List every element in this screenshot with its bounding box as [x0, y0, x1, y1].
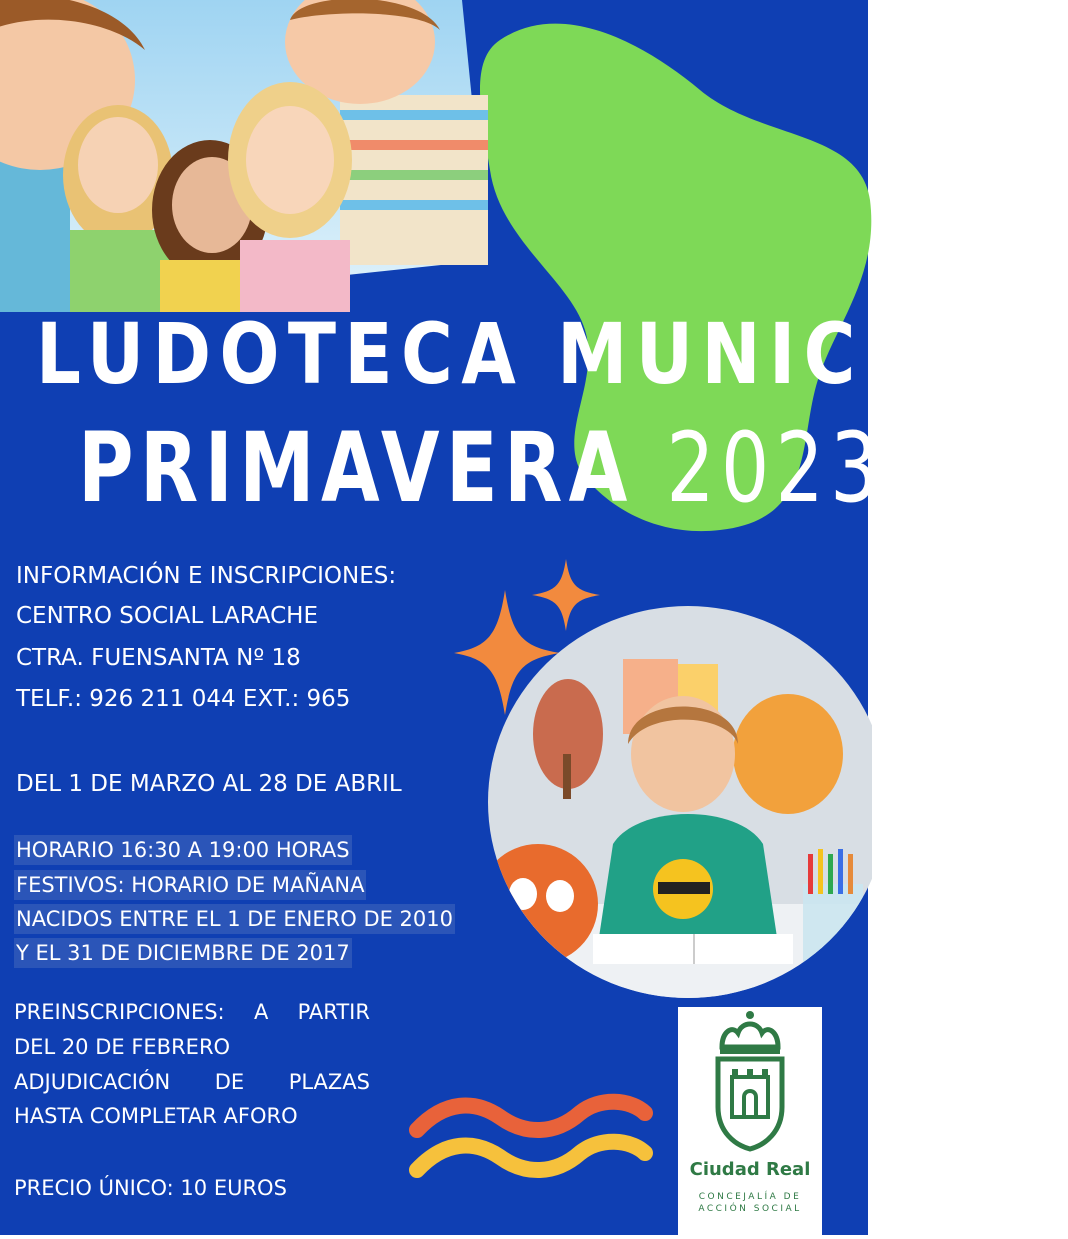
pre-word: PARTIR	[297, 1000, 370, 1024]
schedule-hours: HORARIO 16:30 A 19:00 HORAS	[14, 835, 352, 865]
title-season: PRIMAVERA	[78, 412, 634, 524]
info-address: CTRA. FUENSANTA Nº 18	[16, 645, 301, 671]
info-heading: INFORMACIÓN E INSCRIPCIONES:	[16, 563, 397, 589]
pre-word: PREINSCRIPCIONES:	[14, 1000, 225, 1024]
adjudication-line-2: HASTA COMPLETAR AFORO	[14, 1104, 298, 1128]
preinscriptions-line-1	[14, 1000, 370, 1024]
dates-text: DEL 1 DE MARZO AL 28 DE ABRIL	[16, 771, 402, 797]
title-line-2	[78, 412, 885, 524]
pre-word: A	[253, 1000, 269, 1024]
info-phone: TELF.: 926 211 044 EXT.: 965	[16, 686, 351, 712]
logo-department-line-1: CONCEJALÍA DE	[698, 1192, 802, 1202]
logo-department-line-2: ACCIÓN SOCIAL	[698, 1204, 802, 1214]
title-year: 2023	[666, 412, 885, 524]
child-drawing-photo	[488, 604, 872, 1000]
schedule-holidays: FESTIVOS: HORARIO DE MAÑANA	[14, 870, 366, 900]
pre-word: PLAZAS	[288, 1070, 370, 1094]
price-text: PRECIO ÚNICO: 10 EUROS	[14, 1176, 287, 1200]
logo-city-name: Ciudad Real	[689, 1159, 811, 1180]
ciudad-real-logo	[678, 1007, 822, 1236]
decorative-waves-icon	[405, 1085, 655, 1190]
pre-word: ADJUDICACIÓN	[14, 1070, 171, 1094]
title-line-1: LUDOTECA MUNICIPAL	[36, 305, 1068, 403]
adjudication-line-1	[14, 1070, 370, 1094]
schedule-born-to: Y EL 31 DE DICIEMBRE DE 2017	[14, 938, 352, 968]
coat-of-arms-icon	[710, 1007, 790, 1157]
kids-group-photo	[0, 0, 488, 312]
schedule-born-from: NACIDOS ENTRE EL 1 DE ENERO DE 2010	[14, 904, 455, 934]
info-center: CENTRO SOCIAL LARACHE	[16, 603, 318, 629]
pre-word: DE	[214, 1070, 245, 1094]
preinscriptions-line-2: DEL 20 DE FEBRERO	[14, 1035, 231, 1059]
